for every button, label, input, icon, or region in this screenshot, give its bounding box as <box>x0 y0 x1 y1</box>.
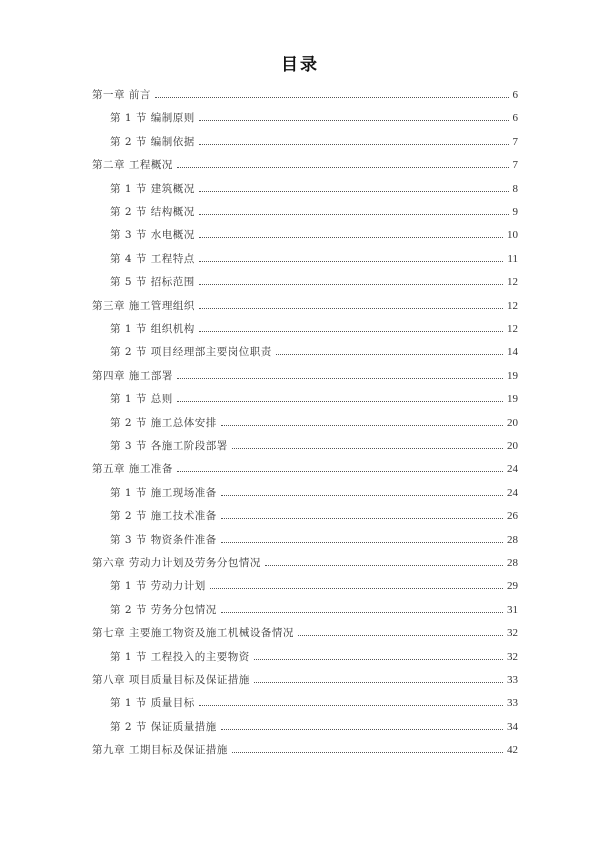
toc-section-entry[interactable] <box>110 392 518 406</box>
toc-entry-label: 第 3 节 水电概况 <box>110 229 195 242</box>
toc-section-entry[interactable] <box>110 439 518 453</box>
toc-section-entry[interactable] <box>110 322 518 336</box>
toc-chapter-entry[interactable] <box>92 299 518 313</box>
toc-entry-page-number: 8 <box>512 182 518 195</box>
dot-leader <box>221 494 503 496</box>
toc-entry-label: 第 2 节 施工总体安排 <box>110 416 217 429</box>
toc-section-entry[interactable] <box>110 182 518 196</box>
toc-entry-page-number: 42 <box>507 744 518 757</box>
toc-entry-page-number: 14 <box>507 346 518 359</box>
toc-section-entry[interactable] <box>110 603 518 617</box>
dot-leader <box>177 166 509 168</box>
toc-entry-page-number: 12 <box>507 276 518 289</box>
toc-chapter-entry[interactable] <box>92 673 518 687</box>
toc-entry-label: 第 3 节 物资条件准备 <box>110 533 217 546</box>
dot-leader <box>199 119 509 121</box>
toc-section-entry[interactable] <box>110 650 518 664</box>
toc-entry-page-number: 32 <box>507 627 518 640</box>
toc-chapter-entry[interactable] <box>92 158 518 172</box>
toc-entry-label: 第二章 工程概况 <box>92 159 173 172</box>
toc-entry-page-number: 24 <box>507 463 518 476</box>
dot-leader <box>199 190 509 192</box>
dot-leader <box>232 447 503 449</box>
toc-entry-page-number: 29 <box>507 580 518 593</box>
dot-leader <box>210 587 503 589</box>
toc-entry-label: 第八章 项目质量目标及保证措施 <box>92 674 250 686</box>
dot-leader <box>221 728 503 730</box>
toc-entry-page-number: 24 <box>507 486 518 499</box>
dot-leader <box>199 260 504 262</box>
toc-entry-page-number: 12 <box>507 299 518 312</box>
toc-entry-page-number: 33 <box>507 697 518 710</box>
toc-entry-page-number: 9 <box>512 206 518 218</box>
toc-entry-page-number: 20 <box>507 440 518 452</box>
dot-leader <box>276 353 503 355</box>
toc-entry-label: 第 1 节 工程投入的主要物资 <box>110 650 250 663</box>
dot-leader <box>177 377 503 379</box>
toc-entry-label: 第 3 节 各施工阶段部署 <box>110 440 228 452</box>
toc-entry-page-number: 19 <box>507 393 518 406</box>
toc-chapter-entry[interactable] <box>92 743 518 757</box>
toc-entry-page-number: 31 <box>507 603 518 616</box>
toc-entry-page-number: 7 <box>512 135 518 148</box>
toc-entry-page-number: 6 <box>512 112 518 125</box>
toc-entry-label: 第 1 节 建筑概况 <box>110 182 195 195</box>
toc-section-entry[interactable] <box>110 533 518 547</box>
toc-chapter-entry[interactable] <box>92 369 518 383</box>
toc-section-entry[interactable] <box>110 696 518 710</box>
toc-entry-page-number: 26 <box>507 510 518 523</box>
toc-entry-page-number: 19 <box>507 369 518 382</box>
toc-section-entry[interactable] <box>110 720 518 734</box>
dot-leader <box>298 634 503 636</box>
dot-leader <box>199 704 503 706</box>
toc-section-entry[interactable] <box>110 579 518 593</box>
toc-entry-page-number: 28 <box>507 557 518 569</box>
toc-entry-label: 第 2 节 项目经理部主要岗位职责 <box>110 346 272 359</box>
toc-entry-label: 第 1 节 总则 <box>110 393 173 406</box>
toc-entry-page-number: 7 <box>512 159 518 172</box>
toc-section-entry[interactable] <box>110 509 518 523</box>
toc-entry-label: 第五章 施工准备 <box>92 463 173 476</box>
toc-entry-page-number: 20 <box>507 416 518 429</box>
dot-leader <box>177 470 503 472</box>
page-title: 目录 <box>281 55 319 75</box>
toc-entry-label: 第 2 节 劳务分包情况 <box>110 603 217 616</box>
toc-chapter-entry[interactable] <box>92 462 518 476</box>
toc-entry-label: 第 2 节 编制依据 <box>110 135 195 148</box>
toc-entry-label: 第 5 节 招标范围 <box>110 276 195 289</box>
dot-leader <box>199 236 503 238</box>
toc-section-entry[interactable] <box>110 205 518 219</box>
toc-section-entry[interactable] <box>110 135 518 149</box>
toc-section-entry[interactable] <box>110 416 518 430</box>
toc-entry-label: 第 1 节 质量目标 <box>110 697 195 710</box>
toc-entry-page-number: 32 <box>507 650 518 663</box>
toc-section-entry[interactable] <box>110 228 518 242</box>
dot-leader <box>221 541 503 543</box>
toc-entry-label: 第一章 前言 <box>92 89 151 101</box>
toc-entry-label: 第 1 节 组织机构 <box>110 323 195 335</box>
dot-leader <box>177 400 503 402</box>
toc-section-entry[interactable] <box>110 275 518 289</box>
dot-leader <box>221 424 503 426</box>
dot-leader <box>265 564 503 566</box>
toc-section-entry[interactable] <box>110 486 518 500</box>
toc-entry-label: 第 1 节 施工现场准备 <box>110 486 217 499</box>
toc-entry-page-number: 12 <box>507 323 518 335</box>
toc-entry-page-number: 28 <box>507 533 518 546</box>
dot-leader <box>199 330 503 332</box>
dot-leader <box>199 143 509 145</box>
dot-leader <box>254 658 503 660</box>
dot-leader <box>199 213 509 215</box>
toc-entry-label: 第九章 工期目标及保证措施 <box>92 744 228 757</box>
dot-leader <box>221 611 503 613</box>
toc-entry-page-number: 11 <box>507 252 518 265</box>
toc-entry-page-number: 6 <box>512 89 518 101</box>
toc-entry-label: 第三章 施工管理组织 <box>92 299 195 312</box>
toc-entry-page-number: 33 <box>507 674 518 686</box>
toc-entry-label: 第六章 劳动力计划及劳务分包情况 <box>92 557 261 569</box>
toc-entry-label: 第 4 节 工程特点 <box>110 252 195 265</box>
toc-entry-label: 第 2 节 施工技术准备 <box>110 510 217 523</box>
toc-entry-label: 第 2 节 保证质量措施 <box>110 720 217 733</box>
dot-leader <box>221 517 503 519</box>
dot-leader <box>199 283 503 285</box>
toc-chapter-entry[interactable] <box>92 626 518 640</box>
toc-entry-page-number: 10 <box>507 229 518 242</box>
dot-leader <box>254 681 503 683</box>
toc-entry-label: 第 1 节 劳动力计划 <box>110 580 206 593</box>
dot-leader <box>199 307 503 309</box>
toc-entry-page-number: 34 <box>507 720 518 733</box>
toc-entry-label: 第 1 节 编制原则 <box>110 112 195 125</box>
toc-chapter-entry[interactable] <box>92 556 518 570</box>
toc-section-entry[interactable] <box>110 252 518 266</box>
toc-entry-label: 第四章 施工部署 <box>92 369 173 382</box>
dot-leader <box>232 751 503 753</box>
toc-entry-label: 第七章 主要施工物资及施工机械设备情况 <box>92 627 294 640</box>
toc-section-entry[interactable] <box>110 345 518 359</box>
toc-section-entry[interactable] <box>110 111 518 125</box>
toc-chapter-entry[interactable] <box>92 88 518 102</box>
toc-entry-label: 第 2 节 结构概况 <box>110 206 195 218</box>
dot-leader <box>155 96 509 98</box>
